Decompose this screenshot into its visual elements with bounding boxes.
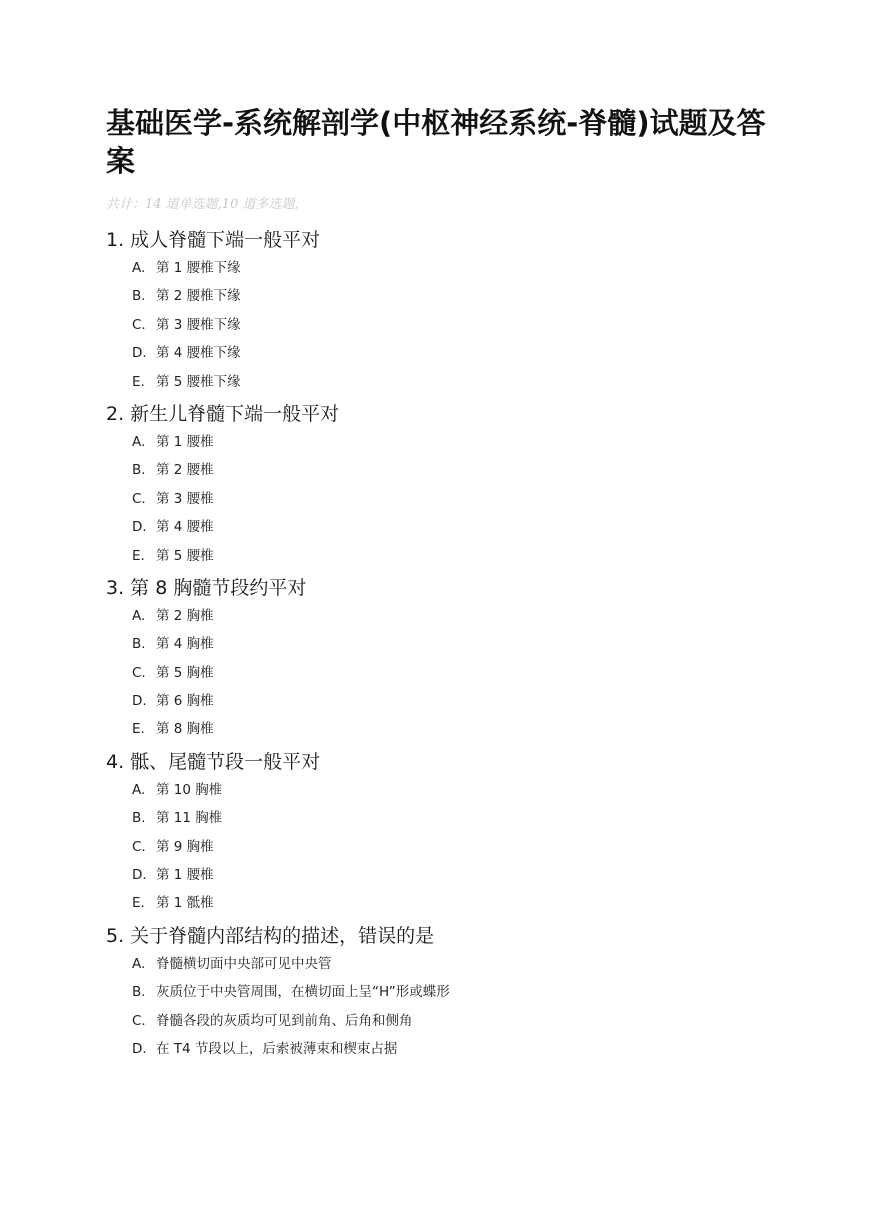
document-page — [106, 104, 786, 1063]
option-text: 第 1 腰椎 — [156, 433, 214, 450]
option-b — [132, 804, 786, 832]
option-text: 第 2 腰椎下缘 — [156, 288, 241, 305]
option-list — [106, 254, 786, 396]
option-d — [132, 339, 786, 367]
option-c — [132, 1007, 786, 1035]
option-key: C. — [132, 1012, 146, 1029]
question-count-summary: 共计：14 道单选题,10 道多选题, — [106, 197, 299, 212]
option-b — [132, 282, 786, 310]
question-5 — [106, 924, 786, 1064]
option-list — [106, 602, 786, 744]
option-text: 在 T4 节段以上，后索被薄束和楔束占据 — [156, 1040, 398, 1057]
option-text: 第 1 腰椎下缘 — [156, 260, 241, 276]
option-e — [132, 368, 786, 396]
option-text: 第 6 胸椎 — [156, 693, 214, 710]
option-b — [132, 456, 786, 484]
option-text: 脊髓各段的灰质均可见到前角、后角和侧角 — [156, 1012, 413, 1029]
option-key: A. — [132, 433, 146, 450]
question-title: 1. 成人脊髓下端一般平对 — [106, 229, 321, 251]
option-text: 第 5 腰椎 — [156, 547, 214, 564]
option-key: C. — [132, 316, 146, 333]
option-text: 第 11 胸椎 — [156, 810, 223, 827]
option-key: B. — [132, 984, 146, 1001]
option-text: 第 5 胸椎 — [156, 664, 214, 681]
option-text: 第 2 胸椎 — [156, 607, 214, 624]
option-key: B. — [132, 810, 146, 827]
option-text: 第 8 胸椎 — [156, 721, 214, 738]
option-key: E. — [132, 547, 145, 564]
option-key: B. — [132, 462, 146, 479]
option-d — [132, 1035, 786, 1063]
option-e — [132, 889, 786, 917]
option-key: A. — [132, 260, 146, 276]
option-e — [132, 542, 786, 570]
option-list — [106, 776, 786, 918]
option-text: 第 1 腰椎 — [156, 867, 214, 884]
question-title: 2. 新生儿脊髓下端一般平对 — [106, 402, 340, 425]
option-key: D. — [132, 867, 147, 884]
option-text: 第 5 腰椎下缘 — [156, 373, 241, 390]
option-text: 第 4 腰椎 — [156, 519, 214, 536]
option-b — [132, 630, 786, 658]
question-title: 5. 关于脊髓内部结构的描述，错误的是 — [106, 924, 435, 947]
option-c — [132, 311, 786, 339]
option-b — [132, 978, 786, 1006]
option-key: E. — [132, 721, 145, 738]
option-key: A. — [132, 955, 146, 972]
option-text: 第 4 腰椎下缘 — [156, 345, 241, 362]
option-key: D. — [132, 519, 147, 536]
question-1 — [106, 228, 786, 396]
option-c — [132, 659, 786, 687]
option-text: 第 10 胸椎 — [156, 781, 223, 798]
option-text: 第 3 腰椎 — [156, 490, 214, 507]
option-text: 第 3 腰椎下缘 — [156, 316, 241, 333]
option-key: D. — [132, 1040, 147, 1057]
option-text: 第 4 胸椎 — [156, 636, 214, 653]
document-title: 基础医学-系统解剖学(中枢神经系统-脊髓)试题及答案 — [106, 106, 766, 178]
option-text: 第 1 骶椎 — [156, 895, 214, 912]
option-key: D. — [132, 345, 147, 362]
option-text: 第 2 腰椎 — [156, 462, 214, 479]
option-a — [132, 950, 786, 978]
question-3 — [106, 576, 786, 744]
option-d — [132, 513, 786, 541]
option-key: E. — [132, 895, 145, 912]
option-a — [132, 602, 786, 630]
option-a — [132, 254, 786, 282]
option-list — [106, 428, 786, 570]
option-d — [132, 687, 786, 715]
option-d — [132, 861, 786, 889]
question-2 — [106, 402, 786, 570]
option-key: A. — [132, 781, 146, 798]
option-c — [132, 485, 786, 513]
option-key: C. — [132, 490, 146, 507]
option-key: D. — [132, 693, 147, 710]
question-list — [106, 228, 786, 1063]
option-key: E. — [132, 373, 145, 390]
question-4 — [106, 750, 786, 918]
option-key: B. — [132, 636, 146, 653]
option-text: 第 9 胸椎 — [156, 838, 214, 855]
question-title: 4. 骶、尾髓节段一般平对 — [106, 750, 321, 773]
option-key: B. — [132, 288, 146, 305]
option-key: C. — [132, 838, 146, 855]
option-key: A. — [132, 607, 146, 624]
option-a — [132, 776, 786, 804]
question-title: 3. 第 8 胸髓节段约平对 — [106, 576, 307, 599]
option-a — [132, 428, 786, 456]
option-e — [132, 715, 786, 743]
option-c — [132, 833, 786, 861]
option-list — [106, 950, 786, 1064]
option-text: 灰质位于中央管周围，在横切面上呈“H”形或蝶形 — [156, 984, 450, 1001]
option-key: C. — [132, 664, 146, 681]
option-text: 脊髓横切面中央部可见中央管 — [156, 955, 332, 972]
